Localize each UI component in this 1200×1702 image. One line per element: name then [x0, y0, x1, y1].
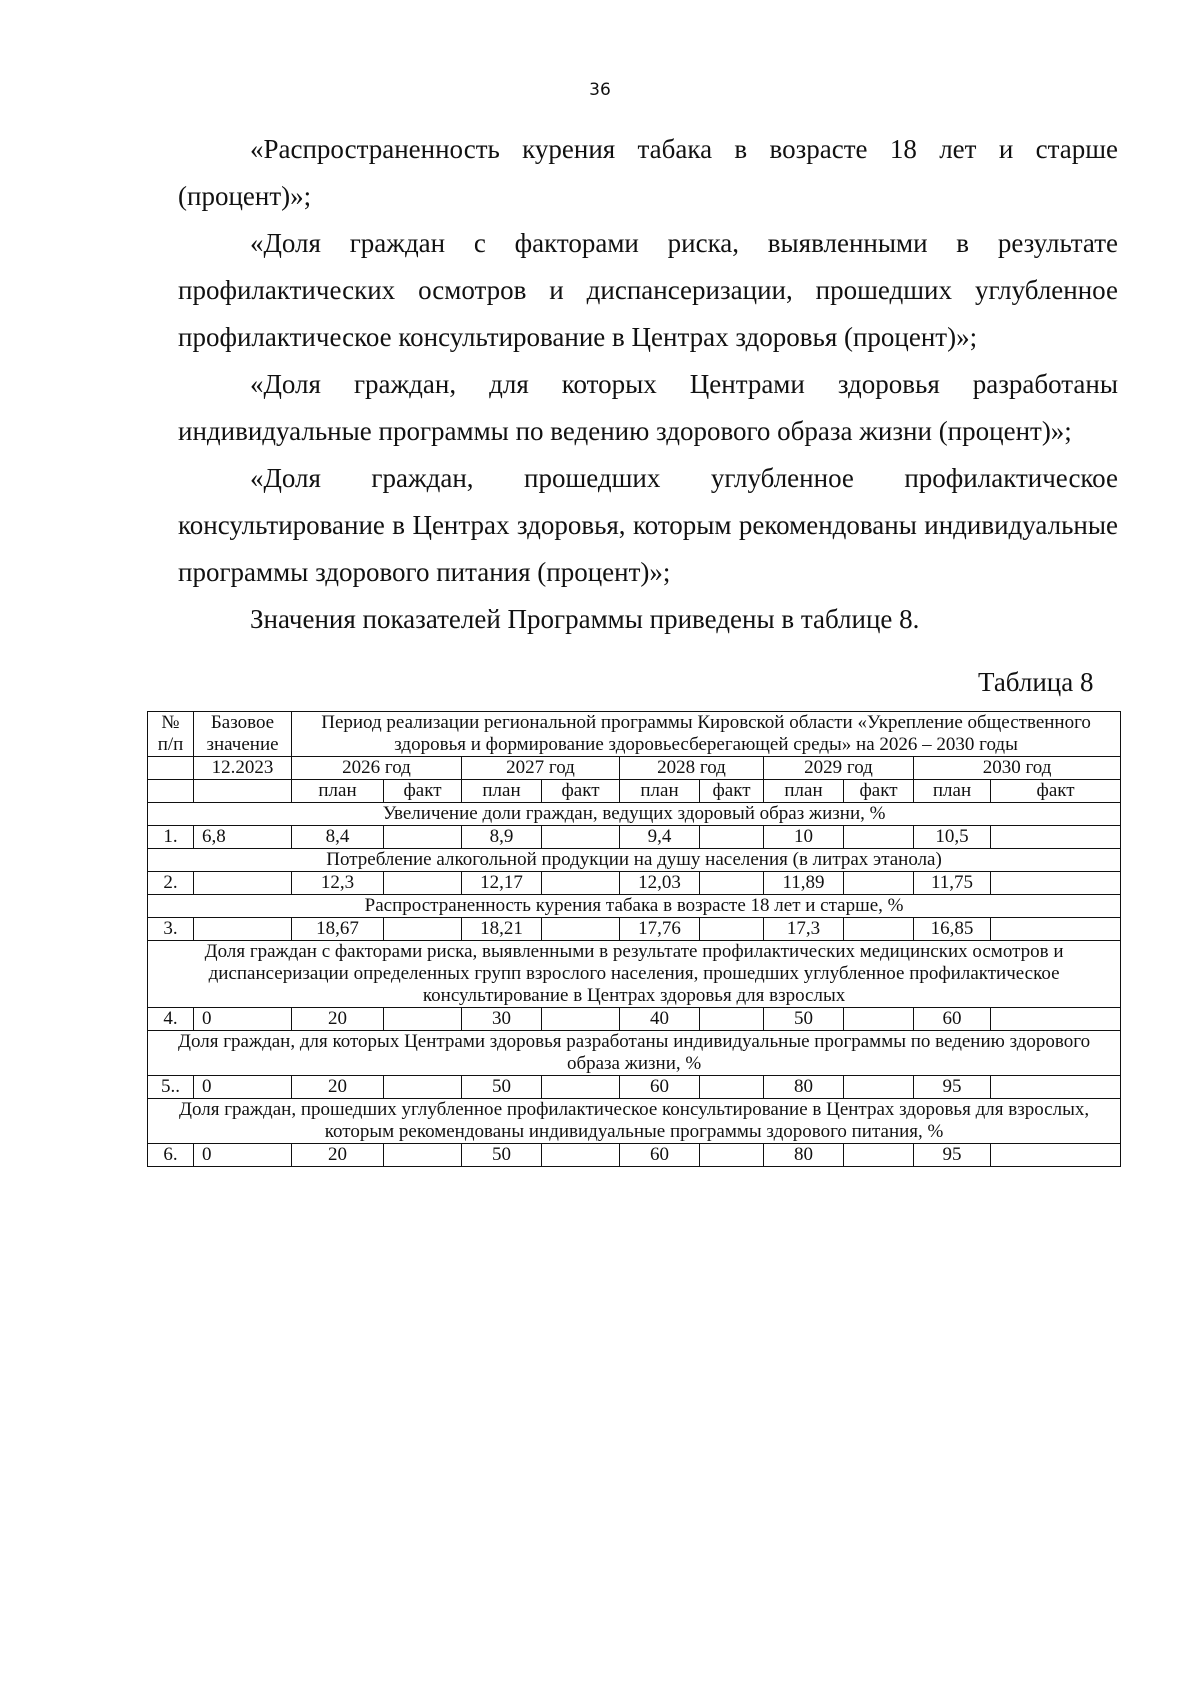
fact-header: факт [844, 780, 914, 803]
fact-value [542, 1008, 620, 1031]
fact-value [384, 1008, 462, 1031]
row-number: 3. [148, 918, 194, 941]
header-period: Период реализации региональной программы Кировской области «Укрепление общественного здоровья и формирование здоровьесберегающей среды» на 2026 – 2030 годы [292, 712, 1121, 757]
indicator-title-row [148, 895, 1121, 918]
plan-value: 16,85 [914, 918, 991, 941]
paragraph: Значения показателей Программы приведены в таблице 8. [250, 604, 920, 634]
plan-value: 50 [462, 1144, 542, 1167]
plan-value: 50 [462, 1076, 542, 1099]
indicator-title: Доля граждан, прошедших углубленное профилактическое консультирование в Центрах здоровья для взрослых, которым рекомендованы индивидуальные программы здорового питания, % [148, 1099, 1121, 1144]
header-base: Базовое значение [194, 712, 292, 757]
indicator-title: Увеличение доли граждан, ведущих здоровый образ жизни, % [148, 803, 1121, 826]
fact-value [700, 1008, 764, 1031]
fact-value [700, 918, 764, 941]
base-value [194, 918, 292, 941]
plan-header: план [914, 780, 991, 803]
fact-value [700, 826, 764, 849]
empty-cell [148, 757, 194, 780]
fact-value [542, 1144, 620, 1167]
plan-value: 95 [914, 1076, 991, 1099]
fact-value [700, 1076, 764, 1099]
fact-value [700, 1144, 764, 1167]
fact-header: факт [700, 780, 764, 803]
indicators-table [147, 711, 1121, 1167]
plan-value: 20 [292, 1144, 384, 1167]
indicator-title: Доля граждан, для которых Центрами здоровья разработаны индивидуальные программы по ведению здорового образа жизни, % [148, 1031, 1121, 1076]
table-body [148, 712, 1121, 1167]
row-number: 6. [148, 1144, 194, 1167]
plan-value: 60 [620, 1144, 700, 1167]
fact-value [844, 872, 914, 895]
fact-value [384, 826, 462, 849]
empty-cell [148, 780, 194, 803]
fact-value [844, 1008, 914, 1031]
page-number: 36 [589, 80, 611, 100]
indicator-values-row [148, 1076, 1121, 1099]
paragraph: «Доля граждан, для которых Центрами здоровья разработаны индивидуальные программы по ведению здорового образа жизни (процент)»; [178, 369, 1118, 446]
fact-value [991, 1008, 1121, 1031]
indicator-values-row [148, 918, 1121, 941]
table-label: Таблица 8 [978, 667, 1094, 697]
plan-header: план [462, 780, 542, 803]
fact-header: факт [384, 780, 462, 803]
body-text [178, 126, 1118, 643]
plan-value: 8,4 [292, 826, 384, 849]
base-date: 12.2023 [194, 757, 292, 780]
fact-value [991, 1144, 1121, 1167]
indicator-values-row [148, 1144, 1121, 1167]
plan-fact-row [148, 780, 1121, 803]
plan-value: 60 [620, 1076, 700, 1099]
paragraph: «Доля граждан, прошедших углубленное профилактическое консультирование в Центрах здоровья, которым рекомендованы индивидуальные программы здорового питания (процент)»; [178, 463, 1118, 587]
plan-header: план [764, 780, 844, 803]
fact-value [844, 826, 914, 849]
fact-value [384, 1076, 462, 1099]
row-number: 2. [148, 872, 194, 895]
year-header: 2026 год [292, 757, 462, 780]
plan-value: 12,17 [462, 872, 542, 895]
row-number: 4. [148, 1008, 194, 1031]
fact-value [991, 872, 1121, 895]
indicator-title-row [148, 803, 1121, 826]
fact-value [700, 872, 764, 895]
base-value: 0 [194, 1076, 292, 1099]
plan-value: 18,67 [292, 918, 384, 941]
fact-value [384, 1144, 462, 1167]
plan-value: 17,76 [620, 918, 700, 941]
fact-value [384, 872, 462, 895]
indicator-title-row [148, 1031, 1121, 1076]
indicator-title: Доля граждан с факторами риска, выявленными в результате профилактических медицинских осмотров и диспансеризации определенных групп взрослого населения, прошедших углубленное профилактическое консультирование в Центрах здоровья для взрослых [148, 941, 1121, 1008]
plan-header: план [292, 780, 384, 803]
indicator-title-row [148, 849, 1121, 872]
year-header: 2028 год [620, 757, 764, 780]
year-header: 2029 год [764, 757, 914, 780]
header-row [148, 712, 1121, 757]
base-value: 6,8 [194, 826, 292, 849]
year-row [148, 757, 1121, 780]
indicator-values-row [148, 872, 1121, 895]
fact-value [991, 1076, 1121, 1099]
fact-value [542, 826, 620, 849]
fact-value [542, 918, 620, 941]
indicator-title-row [148, 941, 1121, 1008]
plan-value: 9,4 [620, 826, 700, 849]
plan-value: 80 [764, 1144, 844, 1167]
fact-value [542, 1076, 620, 1099]
indicator-values-row [148, 826, 1121, 849]
fact-header: факт [991, 780, 1121, 803]
fact-header: факт [542, 780, 620, 803]
plan-value: 50 [764, 1008, 844, 1031]
indicator-title: Распространенность курения табака в возрасте 18 лет и старше, % [148, 895, 1121, 918]
plan-value: 40 [620, 1008, 700, 1031]
indicator-values-row [148, 1008, 1121, 1031]
plan-value: 17,3 [764, 918, 844, 941]
plan-header: план [620, 780, 700, 803]
plan-value: 30 [462, 1008, 542, 1031]
indicator-title: Потребление алкогольной продукции на душу населения (в литрах этанола) [148, 849, 1121, 872]
plan-value: 95 [914, 1144, 991, 1167]
fact-value [991, 826, 1121, 849]
fact-value [844, 1076, 914, 1099]
plan-value: 18,21 [462, 918, 542, 941]
plan-value: 11,89 [764, 872, 844, 895]
plan-value: 12,03 [620, 872, 700, 895]
plan-value: 10,5 [914, 826, 991, 849]
row-number: 5.. [148, 1076, 194, 1099]
base-value: 0 [194, 1144, 292, 1167]
base-value: 0 [194, 1008, 292, 1031]
row-number: 1. [148, 826, 194, 849]
fact-value [844, 918, 914, 941]
fact-value [991, 918, 1121, 941]
plan-value: 8,9 [462, 826, 542, 849]
header-num: № п/п [148, 712, 194, 757]
plan-value: 80 [764, 1076, 844, 1099]
plan-value: 20 [292, 1008, 384, 1031]
paragraph: «Доля граждан с факторами риска, выявленными в результате профилактических осмотров и диспансеризации, прошедших углубленное профилактическое консультирование в Центрах здоровья (процент)»; [178, 228, 1118, 352]
year-header: 2030 год [914, 757, 1121, 780]
indicator-title-row [148, 1099, 1121, 1144]
base-value [194, 872, 292, 895]
fact-value [384, 918, 462, 941]
year-header: 2027 год [462, 757, 620, 780]
fact-value [542, 872, 620, 895]
plan-value: 20 [292, 1076, 384, 1099]
plan-value: 60 [914, 1008, 991, 1031]
empty-cell [194, 780, 292, 803]
plan-value: 12,3 [292, 872, 384, 895]
fact-value [844, 1144, 914, 1167]
plan-value: 10 [764, 826, 844, 849]
plan-value: 11,75 [914, 872, 991, 895]
paragraph: «Распространенность курения табака в возрасте 18 лет и старше (процент)»; [178, 134, 1118, 211]
